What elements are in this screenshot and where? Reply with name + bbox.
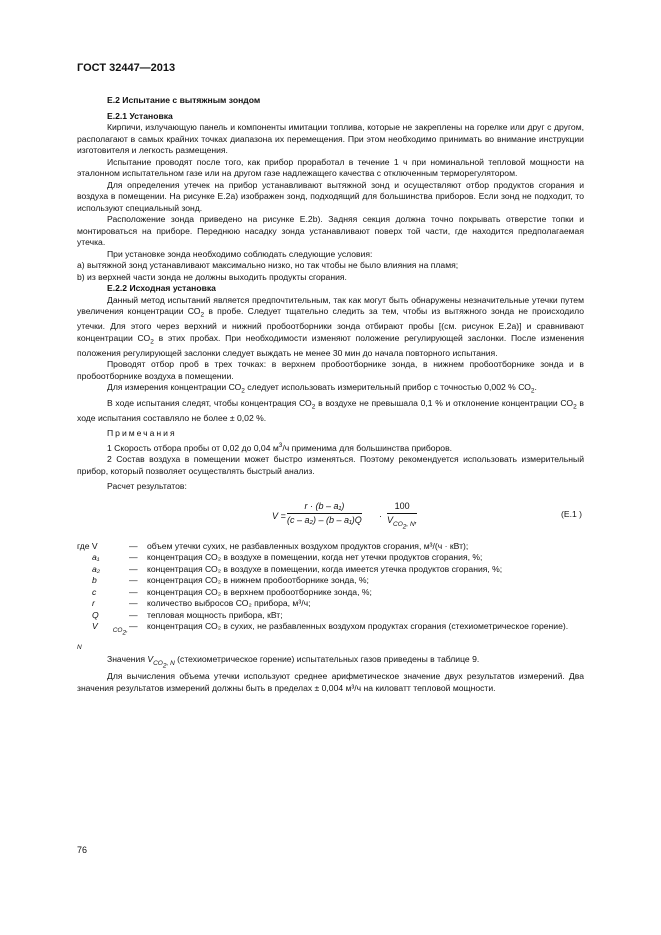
document-header: ГОСТ 32447—2013: [77, 62, 176, 74]
definition-item: a₁ — концентрация СО₂ в воздухе в помещении, когда нет утечки продуктов сгорания, %;: [92, 552, 483, 563]
formula-dot: ·: [379, 510, 382, 521]
page-number: 76: [77, 845, 88, 855]
paragraph-1: Кирпичи, излучающую панель и компоненты имитации топлива, которые не закреплены на горелке или друг с другом, располагают в самых крайних точках диапазона их перемещения. При этом необходимо принимать во внимание инструкции изготовителя и легкость размещения.: [77, 122, 584, 155]
definition-item: b — концентрация СО₂ в нижнем пробоотборнике зонда, %;: [92, 575, 369, 586]
paragraph-2: Испытание проводят после того, как прибор проработал в течение 1 ч при номинальной тепловой мощности на эталонном испытательном газе или на другом газе надлежащего качества с отключенным терморегулятором.: [77, 156, 584, 178]
subsection-title-2: Е.2.2 Исходная установка: [107, 283, 216, 293]
formula-fraction-2: [387, 501, 417, 533]
paragraph-11: Для вычисления объема утечки используют среднее арифметическое значение двух результатов измерений. Два значения результатов измерений должны быть в пределах ± 0,004 м³/ч на киловатт тепловой мощности.: [77, 671, 584, 693]
section-title: Е.2 Испытание с вытяжным зондом: [107, 95, 261, 105]
formula-denominator-2: $V_{CO_2, N}$,: [387, 515, 418, 531]
definitions-list: [77, 541, 584, 654]
definition-item: где V — объем утечки сухих, не разбавленных воздухом продуктов сгорания, м³/(ч · кВт);: [77, 540, 469, 551]
paragraph-9: В ходе испытания следят, чтобы концентрация $СО_2$ в воздухе не превышала 0,1 % и отклонение концентрации $СО_2$ в ходе испытания составляло не более ± 0,02 %.: [77, 397, 584, 423]
paragraph-3: Для определения утечек на прибор устанавливают вытяжной зонд и осуществляют отбор продуктов сгорания и воздуха в помещении. На рисунке Е.2а) изображен зонд, подходящий для большинства приборов. Если зонд не подходит, то используют специальный зонд.: [77, 179, 584, 213]
paragraph-10: Значения $V_{CO_2, N}$ (стехиометрическое горение) испытательных газов приведены в таблице 9.: [107, 653, 480, 669]
paragraph-6: Данный метод испытаний является предпочтительным, так как могут быть обнаружены незначительные утечки путем увеличения концентрации $СО_2$ в пробе. Следует тщательно следить за тем, чтобы из вытяжного зонда не происходило утечки. Для этого через верхний и нижний пробоотборники зонда отбирают пробы [(см. рисунок Е.2а)] и сравнивают концентрации $СО_2$ в этих пробах. При необходимости изменяют положение регулирующей заслонки. После изменения положения регулирующей заслонки следует выждать не менее 30 мин до начала повторного испытания.: [77, 294, 584, 358]
definition-item: r — количество выбросов СО₂ прибора, м³/ч;: [92, 598, 311, 609]
paragraph-4: Расположение зонда приведено на рисунке Е.2b). Задняя секция должна точно покрывать отверстие топки и монтироваться на приборе. Переднюю насадку зонда устанавливают поверх той части, где находится предполагаемая утечка.: [77, 214, 584, 247]
condition-a: а) вытяжной зонд устанавливают максимально низко, но так чтобы не было влияния на пламя;: [77, 260, 459, 270]
formula-number: (Е.1 ): [560, 508, 582, 519]
page-content: [77, 95, 584, 694]
definition-item: a₂ — концентрация СО₂ в воздухе в помещении, когда имеется утечка продуктов сгорания, %;: [92, 563, 503, 574]
condition-b: b) из верхней части зонда не должны выходить продукты сгорания.: [77, 271, 347, 282]
note-1: 1 Скорость отбора пробы от 0,02 до 0,04 $м^3/ч$ применима для большинства приборов.: [107, 441, 453, 453]
paragraph-8: Для измерения концентрации $СО_2$ следует использовать измерительный прибор с точностью 0,002 % $СО_2$.: [107, 382, 537, 396]
definition-item: V $_{CO_2, N}$ — концентрация СО₂ в сухих, не разбавленных воздухом продуктах сгорания (стехиометрическое горение).: [77, 621, 569, 652]
formula-e1: [77, 499, 584, 533]
formula-numerator-2: 100: [387, 501, 417, 515]
formula-denominator: (c – a₂) – (b – a₁)Q: [287, 515, 362, 526]
formula-numerator: r · (b – a₁): [287, 501, 362, 515]
calc-label: Расчет результатов:: [107, 481, 187, 492]
notes-label: Примечания: [107, 428, 177, 439]
subsection-title-1: Е.2.1 Установка: [107, 110, 173, 121]
definition-item: c — концентрация СО₂ в верхнем пробоотборнике зонда, %;: [92, 586, 372, 597]
definition-item: Q — тепловая мощность прибора, кВт;: [92, 609, 283, 620]
formula-lhs: V =: [272, 510, 286, 521]
formula-fraction-1: [287, 501, 362, 527]
paragraph-5: При установке зонда необходимо соблюдать следующие условия:: [107, 248, 373, 259]
note-2: 2 Состав воздуха в помещении может быстро изменяться. Поэтому рекомендуется использовать измерительный прибор, который позволяет осуществлять быстрый анализ.: [77, 454, 584, 476]
paragraph-7: Проводят отбор проб в трех точках: в верхнем пробоотборнике зонда, в нижнем пробоотборнике зонда и в пробоотборнике воздуха в помещении.: [77, 359, 584, 381]
